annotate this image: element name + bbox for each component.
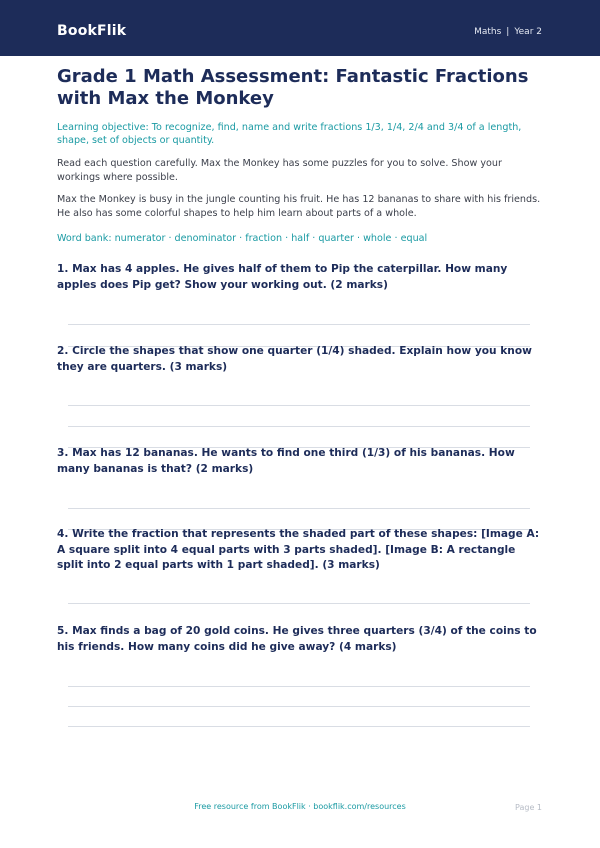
answer-line[interactable] [68, 508, 530, 509]
header-meta [474, 27, 542, 37]
subject-label: Maths [474, 27, 502, 37]
question-4: 4. Write the fraction that represents the shaded part of these shapes: [Image A: A square split into 4 equal parts with 3 parts shaded]. [Image B: A rectangle split into 2 equal parts with 1 part shaded]. (3 marks) [57, 528, 540, 571]
answer-line[interactable] [68, 706, 530, 707]
page-number: Page 1 [515, 803, 542, 812]
question-1: 1. Max has 4 apples. He gives half of them to Pip the caterpillar. How many apples does Pip get? Show your working out. (2 marks) [57, 263, 508, 291]
story-paragraph: Max the Monkey is busy in the jungle counting his fruit. He has 12 bananas to share with his friends. He also has some colorful shapes to help him learn about parts of a whole. [57, 194, 541, 219]
answer-line[interactable] [68, 726, 530, 727]
question-5: 5. Max finds a bag of 20 gold coins. He gives three quarters (3/4) of the coins to his friends. How many coins did he give away? (4 marks) [57, 625, 537, 653]
page-header [0, 0, 600, 56]
answer-line[interactable] [68, 405, 530, 406]
brand-logo[interactable]: BookFlik [57, 23, 127, 39]
answer-line[interactable] [68, 426, 530, 427]
meta-separator: | [506, 27, 510, 37]
year-label: Year 2 [514, 27, 542, 37]
page-title: Grade 1 Math Assessment: Fantastic Fractions with Max the Monkey [57, 66, 529, 109]
word-bank: Word bank: numerator · denominator · fraction · half · quarter · whole · equal [57, 233, 428, 244]
footer-source[interactable]: Free resource from BookFlik · bookflik.com/resources [194, 802, 406, 811]
instructions-paragraph: Read each question carefully. Max the Monkey has some puzzles for you to solve. Show your workings where possible. [57, 158, 502, 183]
answer-line[interactable] [68, 686, 530, 687]
answer-line[interactable] [68, 324, 530, 325]
question-2: 2. Circle the shapes that show one quarter (1/4) shaded. Explain how you know they are quarters. (3 marks) [57, 345, 532, 373]
question-3: 3. Max has 12 bananas. He wants to find one third (1/3) of his bananas. How many bananas is that? (2 marks) [57, 447, 515, 475]
answer-line[interactable] [68, 603, 530, 604]
learning-objective: Learning objective: To recognize, find, name and write fractions 1/3, 1/4, 2/4 and 3/4 of a length, shape, set of objects or quantity. [57, 122, 522, 146]
